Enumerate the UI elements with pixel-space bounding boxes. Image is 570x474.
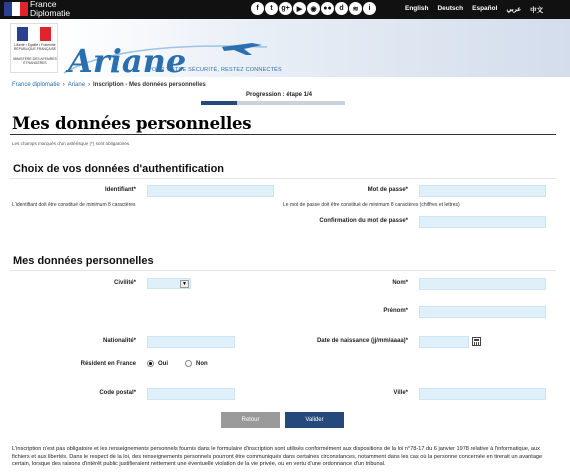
prenom-input[interactable] xyxy=(419,306,546,318)
social-links xyxy=(251,2,376,15)
title-divider xyxy=(10,134,556,135)
section-divider xyxy=(10,178,556,179)
nom-input[interactable] xyxy=(419,278,546,290)
facebook-icon[interactable]: f xyxy=(251,2,264,15)
progress-label: Progression : étape 1/4 xyxy=(246,92,313,98)
auth-section-heading: Choix de vos données d'authentification xyxy=(13,163,225,175)
civilite-select[interactable] xyxy=(147,278,191,289)
youtube-icon[interactable]: ▶ xyxy=(293,2,306,15)
chevron-down-icon[interactable]: ▼ xyxy=(180,280,189,288)
breadcrumb-separator: › xyxy=(62,82,65,88)
france-diplomatie-logo[interactable] xyxy=(4,1,32,18)
brand-name[interactable] xyxy=(30,0,70,17)
section-divider xyxy=(10,270,556,271)
nom-label: Nom* xyxy=(392,280,408,286)
civilite-label: Civilité* xyxy=(113,280,136,286)
rss-icon[interactable]: ≋ xyxy=(349,2,362,15)
twitter-icon[interactable]: t xyxy=(265,2,278,15)
code-postal-input[interactable] xyxy=(147,388,235,400)
progress-fill xyxy=(201,101,237,105)
info-icon[interactable]: i xyxy=(363,2,376,15)
brand-line-2: Diplomatie xyxy=(30,7,71,18)
back-button[interactable]: Retour xyxy=(221,412,280,428)
ariane-logo-text: Ariane xyxy=(68,42,187,80)
top-bar xyxy=(0,0,570,19)
ville-input[interactable] xyxy=(419,388,546,400)
resident-oui-label[interactable]: Oui xyxy=(158,361,168,367)
breadcrumb-ariane[interactable]: Ariane xyxy=(67,82,86,88)
confirm-password-label: Confirmation du mot de passe* xyxy=(319,218,408,224)
resident-non-label[interactable]: Non xyxy=(196,361,208,367)
confirm-password-input[interactable] xyxy=(419,216,546,228)
lang-deutsch[interactable]: Deutsch xyxy=(437,5,464,12)
mandatory-note: Les champs marqués d'un astérisque (*) sont obligatoires. xyxy=(12,141,131,146)
lang-chinese[interactable]: 中文 xyxy=(530,7,544,14)
rf-ministry: MINISTÈRE DES AFFAIRES ÉTRANGÈRES xyxy=(13,57,57,65)
personal-section-heading: Mes données personnelles xyxy=(13,255,154,267)
brand-line-1: France xyxy=(30,0,57,9)
privacy-disclaimer: L'inscription n'est pas obligatoire et les renseignements personnels fournis dans le formulaire d'inscription sont utilisés conformément aux dispositions de la loi n°78-17 du 6 janvier 1978 relative à l'informatique, aux fichiers et aux libertés. Dans le respect de la loi, des renseignements personnels pourront être communiqués dans certaines circonstances, notamment dans les cas où la personne concernée en tirerait un avantage certain, lorsque des raisons d'intérêt public justifieraient nettement une éventuelle violation de la vie privée, ou en vertu d'une ordonnance d'un tribunal. xyxy=(12,446,543,468)
republique-francaise-logo[interactable] xyxy=(10,23,58,73)
identifiant-label: Identifiant* xyxy=(105,187,136,193)
nationalite-input[interactable] xyxy=(147,336,235,348)
page-title: Mes données personnelles xyxy=(12,114,252,133)
identifiant-hint: L'identifiant doit être constitué de minimum 8 caractères xyxy=(12,202,136,208)
password-hint: Le mot de passe doit être constitué de minimum 8 caractères (chiffres et lettres) xyxy=(283,202,460,208)
password-input[interactable] xyxy=(419,185,546,197)
google-plus-icon[interactable]: g+ xyxy=(279,2,292,15)
submit-button[interactable]: Valider xyxy=(285,412,344,428)
plane-icon xyxy=(222,43,262,55)
date-naissance-label: Date de naissance (jj/mm/aaaa)* xyxy=(316,338,408,344)
rf-motto: Liberté • Égalité • Fraternité RÉPUBLIQUE FRANÇAISE xyxy=(13,43,57,51)
lang-espanol[interactable]: Español xyxy=(472,5,498,12)
resident-non-radio[interactable] xyxy=(185,360,192,367)
nationalite-label: Nationalité* xyxy=(102,338,136,344)
identifiant-input[interactable] xyxy=(147,185,274,197)
resident-france-label: Résident en France xyxy=(80,361,136,367)
ville-label: Ville* xyxy=(393,390,408,396)
date-naissance-input[interactable] xyxy=(419,336,469,348)
breadcrumb-separator: › xyxy=(88,82,91,88)
dailymotion-icon[interactable]: d xyxy=(335,2,348,15)
ariane-logo[interactable] xyxy=(62,41,272,81)
language-links xyxy=(405,5,543,14)
calendar-icon[interactable] xyxy=(472,337,481,346)
marianne-flag-icon xyxy=(17,27,51,41)
breadcrumb-current: Inscription - Mes données personnelles xyxy=(93,82,206,88)
resident-oui-radio[interactable] xyxy=(147,360,154,367)
code-postal-label: Code postal* xyxy=(99,390,136,396)
lang-english[interactable]: English xyxy=(405,5,429,12)
breadcrumb xyxy=(12,82,206,88)
breadcrumb-france-diplomatie[interactable]: France diplomatie xyxy=(12,82,60,88)
progress-bar xyxy=(201,101,345,105)
prenom-label: Prénom* xyxy=(383,308,408,314)
lang-arabic[interactable]: عربي xyxy=(506,6,522,13)
instagram-icon[interactable]: ◉ xyxy=(307,2,320,15)
site-header xyxy=(0,19,570,80)
flickr-icon[interactable]: ●● xyxy=(321,2,334,15)
password-label: Mot de passe* xyxy=(367,187,408,193)
slogan: POUR VOTRE SÉCURITÉ, RESTEZ CONNECTÉS xyxy=(148,67,282,73)
